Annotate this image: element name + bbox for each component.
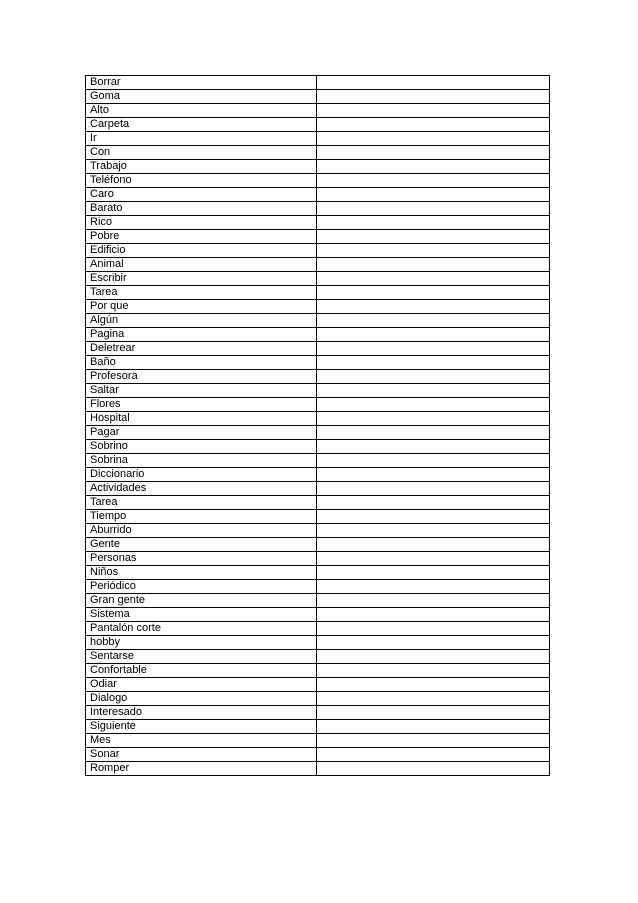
word-cell: Teléfono [86, 174, 317, 188]
word-cell: Aburrido [86, 524, 317, 538]
word-cell: Diccionario [86, 468, 317, 482]
table-row [86, 566, 550, 580]
table-row [86, 118, 550, 132]
translation-cell [317, 748, 550, 762]
translation-cell [317, 552, 550, 566]
vocabulary-table-body [86, 76, 550, 776]
table-row [86, 454, 550, 468]
table-row [86, 216, 550, 230]
table-row [86, 440, 550, 454]
word-cell: Tiempo [86, 510, 317, 524]
translation-cell [317, 118, 550, 132]
table-row [86, 636, 550, 650]
translation-cell [317, 762, 550, 776]
word-cell: Pagina [86, 328, 317, 342]
translation-cell [317, 216, 550, 230]
translation-cell [317, 230, 550, 244]
word-cell: Edificio [86, 244, 317, 258]
translation-cell [317, 300, 550, 314]
translation-cell [317, 398, 550, 412]
translation-cell [317, 104, 550, 118]
word-cell: Pagar [86, 426, 317, 440]
translation-cell [317, 510, 550, 524]
table-row [86, 692, 550, 706]
table-row [86, 622, 550, 636]
translation-cell [317, 650, 550, 664]
translation-cell [317, 328, 550, 342]
translation-cell [317, 720, 550, 734]
translation-cell [317, 132, 550, 146]
translation-cell [317, 412, 550, 426]
translation-cell [317, 244, 550, 258]
translation-cell [317, 258, 550, 272]
translation-cell [317, 636, 550, 650]
word-cell: Caro [86, 188, 317, 202]
translation-cell [317, 188, 550, 202]
table-row [86, 328, 550, 342]
table-row [86, 594, 550, 608]
table-row [86, 580, 550, 594]
table-row [86, 496, 550, 510]
table-row [86, 230, 550, 244]
table-row [86, 300, 550, 314]
word-cell: Sistema [86, 608, 317, 622]
table-row [86, 76, 550, 90]
word-cell: Por que [86, 300, 317, 314]
word-cell: Barato [86, 202, 317, 216]
word-cell: Ir [86, 132, 317, 146]
word-cell: Sobrino [86, 440, 317, 454]
word-cell: Profesora [86, 370, 317, 384]
word-cell: Tarea [86, 286, 317, 300]
translation-cell [317, 580, 550, 594]
table-row [86, 258, 550, 272]
translation-cell [317, 174, 550, 188]
word-cell: Animal [86, 258, 317, 272]
word-cell: Baño [86, 356, 317, 370]
translation-cell [317, 678, 550, 692]
table-row [86, 412, 550, 426]
translation-cell [317, 454, 550, 468]
word-cell: Confortable [86, 664, 317, 678]
word-cell: Gente [86, 538, 317, 552]
table-row [86, 146, 550, 160]
translation-cell [317, 314, 550, 328]
table-row [86, 370, 550, 384]
translation-cell [317, 608, 550, 622]
translation-cell [317, 272, 550, 286]
word-cell: Hospital [86, 412, 317, 426]
word-cell: Dialogo [86, 692, 317, 706]
table-row [86, 538, 550, 552]
word-cell: Romper [86, 762, 317, 776]
word-cell: Pobre [86, 230, 317, 244]
table-row [86, 174, 550, 188]
word-cell: Odiar [86, 678, 317, 692]
table-row [86, 468, 550, 482]
translation-cell [317, 734, 550, 748]
word-cell: Alto [86, 104, 317, 118]
table-row [86, 720, 550, 734]
translation-cell [317, 664, 550, 678]
word-cell: hobby [86, 636, 317, 650]
table-row [86, 650, 550, 664]
translation-cell [317, 566, 550, 580]
translation-cell [317, 90, 550, 104]
translation-cell [317, 496, 550, 510]
word-cell: Con [86, 146, 317, 160]
word-cell: Flores [86, 398, 317, 412]
table-row [86, 104, 550, 118]
word-cell: Interesado [86, 706, 317, 720]
table-row [86, 748, 550, 762]
word-cell: Sonar [86, 748, 317, 762]
translation-cell [317, 622, 550, 636]
table-row [86, 398, 550, 412]
table-row [86, 426, 550, 440]
translation-cell [317, 440, 550, 454]
word-cell: Algún [86, 314, 317, 328]
table-row [86, 202, 550, 216]
table-row [86, 314, 550, 328]
table-row [86, 356, 550, 370]
table-row [86, 160, 550, 174]
table-row [86, 510, 550, 524]
table-row [86, 524, 550, 538]
table-row [86, 342, 550, 356]
table-row [86, 608, 550, 622]
table-row [86, 482, 550, 496]
table-row [86, 678, 550, 692]
word-cell: Sobrina [86, 454, 317, 468]
table-row [86, 272, 550, 286]
vocabulary-table [85, 75, 550, 776]
word-cell: Periódico [86, 580, 317, 594]
table-row [86, 762, 550, 776]
word-cell: Siguiente [86, 720, 317, 734]
translation-cell [317, 706, 550, 720]
translation-cell [317, 468, 550, 482]
translation-cell [317, 76, 550, 90]
table-row [86, 384, 550, 398]
word-cell: Mes [86, 734, 317, 748]
word-cell: Escribir [86, 272, 317, 286]
word-cell: Saltar [86, 384, 317, 398]
translation-cell [317, 594, 550, 608]
translation-cell [317, 356, 550, 370]
translation-cell [317, 524, 550, 538]
word-cell: Sentarse [86, 650, 317, 664]
table-row [86, 706, 550, 720]
word-cell: Actividades [86, 482, 317, 496]
word-cell: Borrar [86, 76, 317, 90]
translation-cell [317, 482, 550, 496]
word-cell: Trabajo [86, 160, 317, 174]
word-cell: Rico [86, 216, 317, 230]
word-cell: Niños [86, 566, 317, 580]
word-cell: Carpeta [86, 118, 317, 132]
translation-cell [317, 692, 550, 706]
translation-cell [317, 286, 550, 300]
translation-cell [317, 384, 550, 398]
word-cell: Tarea [86, 496, 317, 510]
translation-cell [317, 426, 550, 440]
translation-cell [317, 146, 550, 160]
word-cell: Pantalón corte [86, 622, 317, 636]
word-cell: Gran gente [86, 594, 317, 608]
word-cell: Goma [86, 90, 317, 104]
table-row [86, 552, 550, 566]
table-row [86, 188, 550, 202]
table-row [86, 132, 550, 146]
translation-cell [317, 342, 550, 356]
table-row [86, 286, 550, 300]
translation-cell [317, 160, 550, 174]
table-row [86, 734, 550, 748]
translation-cell [317, 370, 550, 384]
table-row [86, 244, 550, 258]
translation-cell [317, 538, 550, 552]
table-row [86, 664, 550, 678]
translation-cell [317, 202, 550, 216]
word-cell: Deletrear [86, 342, 317, 356]
word-cell: Personas [86, 552, 317, 566]
table-row [86, 90, 550, 104]
